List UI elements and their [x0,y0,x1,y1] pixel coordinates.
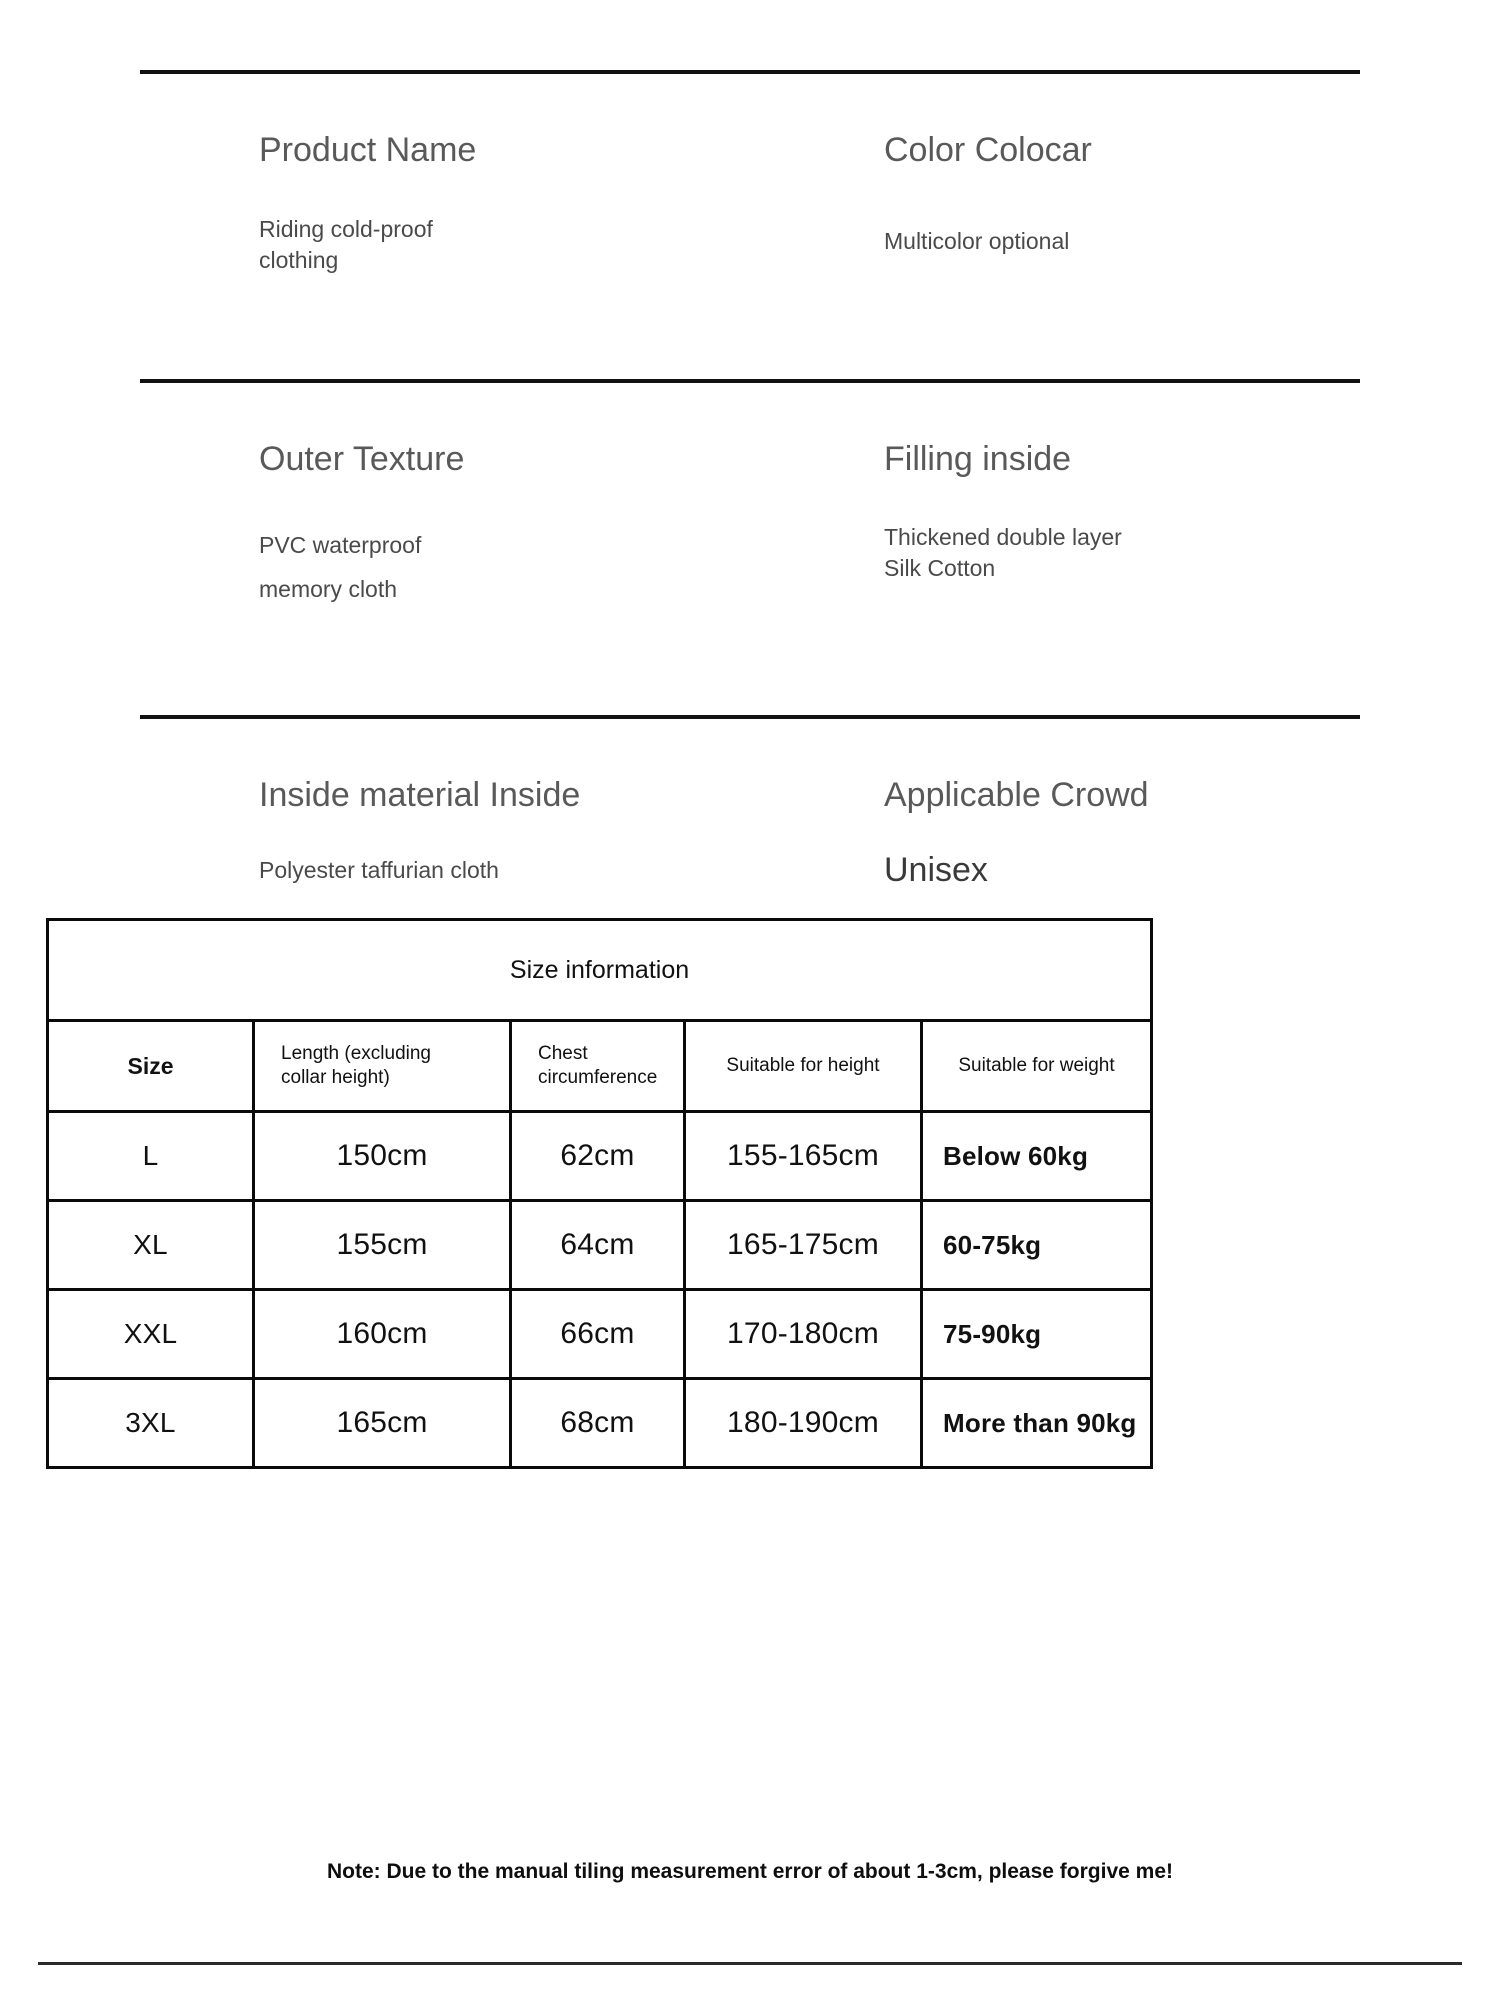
cell-size: XL [48,1201,254,1290]
spec-label-product-name: Product Name [259,131,477,169]
spec-cell-inside-material [140,777,800,893]
spec-value-line: PVC waterproof [259,531,422,558]
spec-label-inside-material: Inside material Inside [259,776,581,815]
cell-length: 155cm [254,1201,511,1290]
column-header-line: Length (excluding [281,1043,431,1065]
cell-chest: 62cm [511,1112,685,1201]
cell-height: 170-180cm [685,1290,922,1379]
size-information-table-container [46,918,1150,1469]
cell-length: 165cm [254,1379,511,1468]
spec-cell-outer-texture [140,441,800,611]
size-information-table [46,918,1153,1469]
cell-size: L [48,1112,254,1201]
spec-value-inside-material: Polyester taffurian cloth [259,856,499,883]
spec-value-line: Riding cold-proof [259,216,433,243]
table-title-cell: Size information [48,920,1152,1021]
spec-value-line: Silk Cotton [884,554,996,581]
cell-height: 155-165cm [685,1112,922,1201]
column-header-line: circumference [538,1067,658,1088]
column-header-size: Size [48,1021,254,1112]
spec-cell-filling-inside [800,441,1360,611]
cell-weight: 60-75kg [922,1201,1152,1290]
spec-value-product-name [259,214,800,276]
table-row [48,1112,1152,1201]
cell-weight: Below 60kg [922,1112,1152,1201]
spec-section-material [140,441,1360,611]
cell-chest: 64cm [511,1201,685,1290]
cell-length: 150cm [254,1112,511,1201]
spec-label-color-colocar: Color Colocar [884,131,1092,169]
column-header-line: collar height) [281,1067,390,1088]
spec-value-line: clothing [259,247,339,274]
spec-cell-applicable-crowd [800,777,1360,893]
table-header-row [48,1021,1152,1112]
spec-label-filling-inside: Filling inside [884,440,1072,479]
spec-value-filling-inside [884,522,1360,584]
table-row [48,1379,1152,1468]
spec-cell-color-colocar [800,132,1360,276]
spec-sheet [0,0,1500,894]
spec-value-color-colocar: Multicolor optional [884,228,1070,255]
cell-chest: 66cm [511,1290,685,1379]
cell-length: 160cm [254,1290,511,1379]
spec-value-applicable-crowd: Unisex [884,850,988,889]
cell-height: 180-190cm [685,1379,922,1468]
spec-label-applicable-crowd: Applicable Crowd [884,776,1149,815]
divider-bottom [38,1962,1462,1965]
spec-section-product [140,132,1360,276]
cell-weight: More than 90kg [922,1379,1152,1468]
cell-size: XXL [48,1290,254,1379]
spec-value-line: Thickened double layer [884,523,1122,550]
spec-value-outer-texture [259,524,800,611]
table-title-row [48,920,1152,1021]
spec-label-outer-texture: Outer Texture [259,440,465,479]
column-header-line: Chest [538,1043,588,1065]
cell-chest: 68cm [511,1379,685,1468]
column-header-height: Suitable for height [685,1021,922,1112]
table-row [48,1290,1152,1379]
table-row [48,1201,1152,1290]
cell-size: 3XL [48,1379,254,1468]
cell-height: 165-175cm [685,1201,922,1290]
spec-cell-product-name [140,132,800,276]
spec-value-line: memory cloth [259,575,398,602]
measurement-note: Note: Due to the manual tiling measurement error of about 1-3cm, please forgive me! [326,1860,1173,1883]
spec-section-audience [140,777,1360,893]
column-header-length [254,1021,511,1112]
column-header-weight: Suitable for weight [922,1021,1152,1112]
column-header-chest [511,1021,685,1112]
cell-weight: 75-90kg [922,1290,1152,1379]
